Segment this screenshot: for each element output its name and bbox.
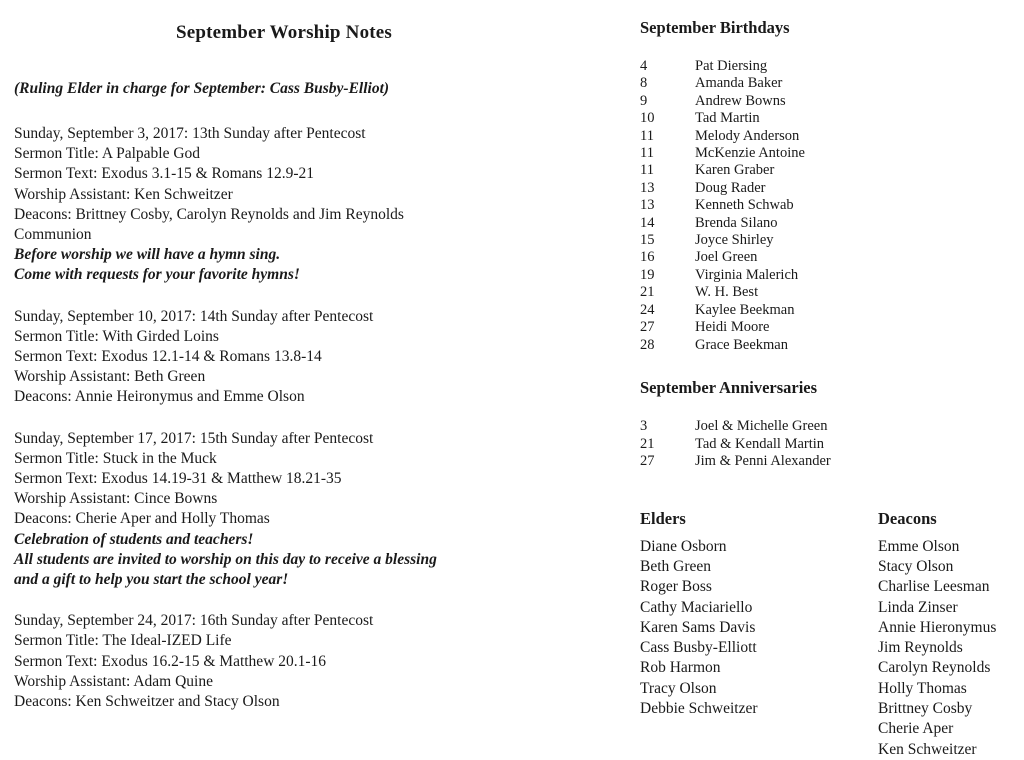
service-line: Deacons: Brittney Cosby, Carolyn Reynolds and Jim Reynolds (14, 205, 404, 223)
birthday-day: 16 (640, 249, 655, 266)
service-line: Worship Assistant: Cince Bowns (14, 490, 218, 508)
birthday-name: Virginia Malerich (695, 266, 799, 283)
birthday-name: Amanda Baker (695, 75, 783, 92)
service-block (14, 429, 600, 591)
birthday-name: McKenzie Antoine (695, 145, 805, 162)
birthday-day: 14 (640, 214, 655, 231)
ruling-elder-note: (Ruling Elder in charge for September: Cass Busby-Elliot) (14, 80, 390, 97)
service-block (14, 307, 600, 408)
service-line: Worship Assistant: Adam Quine (14, 672, 213, 690)
birthday-name: Andrew Bowns (695, 92, 786, 109)
birthday-name: Brenda Silano (695, 214, 778, 231)
birthday-name: Joel Green (695, 249, 758, 266)
birthday-row (640, 215, 1014, 232)
birthday-day: 15 (640, 232, 655, 249)
service-block (14, 124, 600, 286)
birthday-day: 13 (640, 197, 655, 214)
anniversary-day: 27 (640, 453, 655, 470)
anniversary-day: 3 (640, 417, 648, 434)
announcements-column (640, 18, 1014, 760)
deacons-column (878, 509, 1014, 760)
elder-name: Cass Busby-Elliott (640, 639, 757, 657)
elders-heading: Elders (640, 508, 686, 528)
elder-name: Rob Harmon (640, 659, 721, 677)
service-line: Deacons: Ken Schweitzer and Stacy Olson (14, 693, 280, 711)
birthday-row (640, 93, 1014, 110)
service-line: Sermon Title: The Ideal-IZED Life (14, 632, 232, 650)
anniversary-names: Joel & Michelle Green (695, 417, 828, 434)
birthday-row (640, 302, 1014, 319)
service-line: Sermon Text: Exodus 3.1-15 & Romans 12.9-21 (14, 165, 315, 183)
elder-name: Debbie Schweitzer (640, 700, 758, 718)
deacon-name: Emme Olson (878, 537, 960, 555)
birthday-row (640, 180, 1014, 197)
birthday-row (640, 337, 1014, 354)
birthday-name: Doug Rader (695, 179, 766, 196)
service-notes (14, 245, 600, 285)
birthday-row (640, 145, 1014, 162)
birthday-row (640, 197, 1014, 214)
service-line: Sunday, September 10, 2017: 14th Sunday after Pentecost (14, 307, 374, 325)
service-line: Sermon Title: With Girded Loins (14, 327, 219, 345)
page-title: September Worship Notes (175, 22, 393, 43)
service-lines (14, 611, 600, 712)
service-line: Sunday, September 17, 2017: 15th Sunday after Pentecost (14, 429, 374, 447)
service-lines (14, 307, 600, 408)
elder-name: Cathy Maciariello (640, 598, 753, 616)
service-line: Communion (14, 226, 92, 244)
service-line: Worship Assistant: Ken Schweitzer (14, 185, 233, 203)
birthday-row (640, 319, 1014, 336)
birthday-name: Pat Diersing (695, 58, 768, 74)
service-line: Sermon Title: Stuck in the Muck (14, 449, 217, 467)
birthday-day: 8 (640, 75, 648, 92)
elders-list (640, 537, 878, 720)
birthday-name: Grace Beekman (695, 336, 788, 353)
anniversary-row (640, 418, 1014, 436)
service-note: and a gift to help you start the school year! (14, 571, 289, 589)
deacon-name: Stacy Olson (878, 557, 954, 575)
birthday-day: 11 (640, 127, 654, 144)
birthday-name: Kaylee Beekman (695, 301, 795, 318)
birthday-row (640, 267, 1014, 284)
deacon-name: Cherie Aper (878, 720, 954, 738)
leadership-section (640, 509, 1014, 760)
birthday-row (640, 162, 1014, 179)
service-line: Deacons: Annie Heironymus and Emme Olson (14, 388, 305, 406)
birthday-day: 24 (640, 301, 655, 318)
birthday-row (640, 110, 1014, 127)
deacon-name: Holly Thomas (878, 679, 967, 697)
service-line: Sermon Text: Exodus 14.19-31 & Matthew 18.21-35 (14, 470, 342, 488)
anniversaries-list (640, 418, 1014, 471)
anniversaries-heading: September Anniversaries (640, 377, 818, 397)
birthday-day: 19 (640, 266, 655, 283)
elder-name: Roger Boss (640, 578, 712, 596)
deacon-name: Carolyn Reynolds (878, 659, 991, 677)
birthday-row (640, 58, 1014, 75)
service-block (14, 611, 600, 712)
deacon-name: Annie Hieronymus (878, 618, 997, 636)
birthday-name: Tad Martin (695, 110, 760, 127)
deacon-name: Charlise Leesman (878, 578, 990, 596)
birthday-day: 21 (640, 284, 655, 301)
birthday-day: 28 (640, 336, 655, 353)
service-line: Sunday, September 24, 2017: 16th Sunday after Pentecost (14, 612, 374, 630)
birthday-name: W. H. Best (695, 284, 759, 301)
birthday-name: Joyce Shirley (695, 232, 774, 249)
service-note: Come with requests for your favorite hymns! (14, 266, 300, 284)
service-note: Celebration of students and teachers! (14, 530, 254, 548)
elder-name: Diane Osborn (640, 537, 727, 555)
birthday-day: 11 (640, 162, 654, 179)
birthday-row (640, 75, 1014, 92)
birthday-name: Kenneth Schwab (695, 197, 794, 214)
deacon-name: Jim Reynolds (878, 639, 963, 657)
birthday-row (640, 128, 1014, 145)
birthday-day: 13 (640, 179, 655, 196)
service-line: Sunday, September 3, 2017: 13th Sunday after Pentecost (14, 125, 366, 142)
deacons-heading: Deacons (878, 508, 937, 528)
deacons-list (878, 537, 1014, 760)
birthday-day: 4 (640, 58, 648, 74)
worship-notes-column (14, 14, 600, 733)
birthday-name: Karen Graber (695, 162, 775, 179)
elder-name: Beth Green (640, 557, 712, 575)
birthdays-list (640, 58, 1014, 354)
service-note: All students are invited to worship on this day to receive a blessing (14, 550, 437, 568)
service-line: Worship Assistant: Beth Green (14, 368, 206, 386)
service-line: Sermon Text: Exodus 16.2-15 & Matthew 20.1-16 (14, 652, 327, 670)
elder-name: Tracy Olson (640, 679, 717, 697)
service-line: Sermon Title: A Palpable God (14, 145, 201, 163)
anniversary-names: Jim & Penni Alexander (695, 453, 831, 470)
birthday-day: 11 (640, 145, 654, 162)
service-lines (14, 429, 600, 530)
elder-name: Karen Sams Davis (640, 618, 756, 636)
service-notes (14, 530, 600, 591)
birthday-name: Melody Anderson (695, 127, 800, 144)
birthday-row (640, 249, 1014, 266)
deacon-name: Ken Schweitzer (878, 740, 977, 758)
elders-column (640, 509, 878, 760)
service-note: Before worship we will have a hymn sing. (14, 246, 281, 264)
anniversary-row (640, 453, 1014, 471)
deacon-name: Brittney Cosby (878, 700, 973, 718)
birthdays-heading: September Birthdays (640, 18, 790, 37)
anniversary-day: 21 (640, 435, 655, 452)
anniversary-row (640, 436, 1014, 454)
birthday-name: Heidi Moore (695, 319, 770, 336)
birthday-row (640, 232, 1014, 249)
birthday-day: 9 (640, 92, 648, 109)
deacon-name: Linda Zinser (878, 598, 958, 616)
birthday-day: 27 (640, 319, 655, 336)
service-lines (14, 124, 600, 245)
service-line: Deacons: Cherie Aper and Holly Thomas (14, 510, 270, 528)
birthday-day: 10 (640, 110, 655, 127)
anniversary-names: Tad & Kendall Martin (695, 435, 825, 452)
service-line: Sermon Text: Exodus 12.1-14 & Romans 13.8-14 (14, 348, 322, 366)
birthday-row (640, 284, 1014, 301)
